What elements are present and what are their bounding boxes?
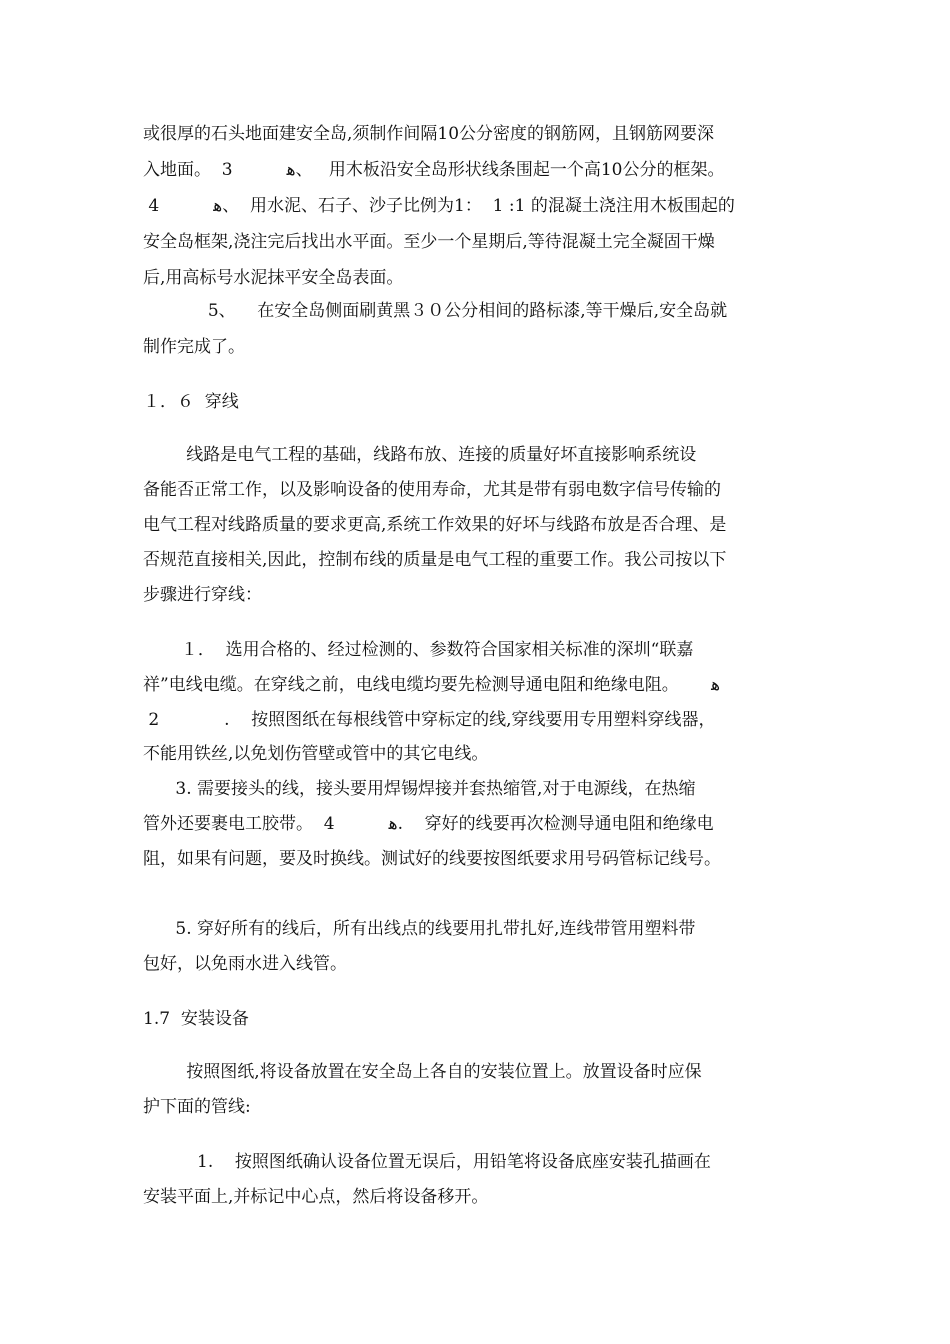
- text-line: 制作完成了。: [143, 337, 245, 357]
- text-line: 入地面。 3 ﻿ﻫ、 用木板沿安全岛形状线条围起一个高10公分的框架。: [143, 160, 725, 180]
- text-line: 管外还要裹电工胶带。 4 ﻫ. 穿好的线要再次检测导通电阻和绝缘电: [143, 814, 714, 834]
- section-heading-wiring: １．６ 穿线: [143, 392, 239, 412]
- text-line: 按照图纸,将设备放置在安全岛上各自的安装位置上。放置设备时应保: [143, 1062, 702, 1082]
- text-line: 2 . 按照图纸在每根线管中穿标定的线,穿线要用专用塑料穿线器，: [143, 710, 716, 730]
- text-line: 线路是电气工程的基础，线路布放、连接的质量好坏直接影响系统设: [143, 445, 697, 465]
- text-line: 否规范直接相关,因此，控制布线的质量是电气工程的重要工作。我公司按以下: [143, 550, 727, 570]
- text-line: 5. 穿好所有的线后，所有出线点的线要用扎带扎好,连线带管用塑料带: [143, 919, 696, 939]
- section-heading-install-equipment: 1.7 安装设备: [143, 1009, 249, 1029]
- text-line: 5、 在安全岛侧面刷黄黑３０公分相间的路标漆,等干燥后,安全岛就: [143, 301, 728, 321]
- text-line: 护下面的管线:: [143, 1097, 251, 1117]
- text-line: 步骤进行穿线：: [143, 585, 262, 605]
- text-line: 4 ﻫ、 用水泥、石子、沙子比例为1： 1 :1 的混凝土浇注用木板围起的: [143, 196, 735, 216]
- text-line: 后,用高标号水泥抹平安全岛表面。: [143, 268, 404, 288]
- text-line: 安全岛框架,浇注完后找出水平面。至少一个星期后,等待混凝土完全凝固干燥: [143, 232, 715, 252]
- text-line: １． 选用合格的、经过检测的、参数符合国家相关标准的深圳“联嘉: [143, 640, 694, 660]
- text-line: 不能用铁丝,以免划伤管壁或管中的其它电线。: [143, 744, 489, 764]
- text-line: 包好，以免雨水进入线管。: [143, 954, 347, 974]
- text-line: 备能否正常工作，以及影响设备的使用寿命，尤其是带有弱电数字信号传输的: [143, 480, 721, 500]
- text-line: 或很厚的石头地面建安全岛,须制作间隔10公分密度的钢筋网，且钢筋网要深: [143, 124, 715, 144]
- text-line: 阻，如果有问题，要及时换线。测试好的线要按图纸要求用号码管标记线号。: [143, 849, 721, 869]
- text-line: 祥”电线电缆。在穿线之前，电线电缆均要先检测导通电阻和绝缘电阻。 ﻫ: [143, 675, 721, 695]
- text-line: 3. 需要接头的线，接头要用焊锡焊接并套热缩管,对于电源线，在热缩: [143, 779, 696, 799]
- text-line: 1. 按照图纸确认设备位置无误后，用铅笔将设备底座安装孔描画在: [143, 1152, 711, 1172]
- text-line: 安装平面上,并标记中心点，然后将设备移开。: [143, 1187, 489, 1207]
- text-line: 电气工程对线路质量的要求更高,系统工作效果的好坏与线路布放是否合理、是: [143, 515, 727, 535]
